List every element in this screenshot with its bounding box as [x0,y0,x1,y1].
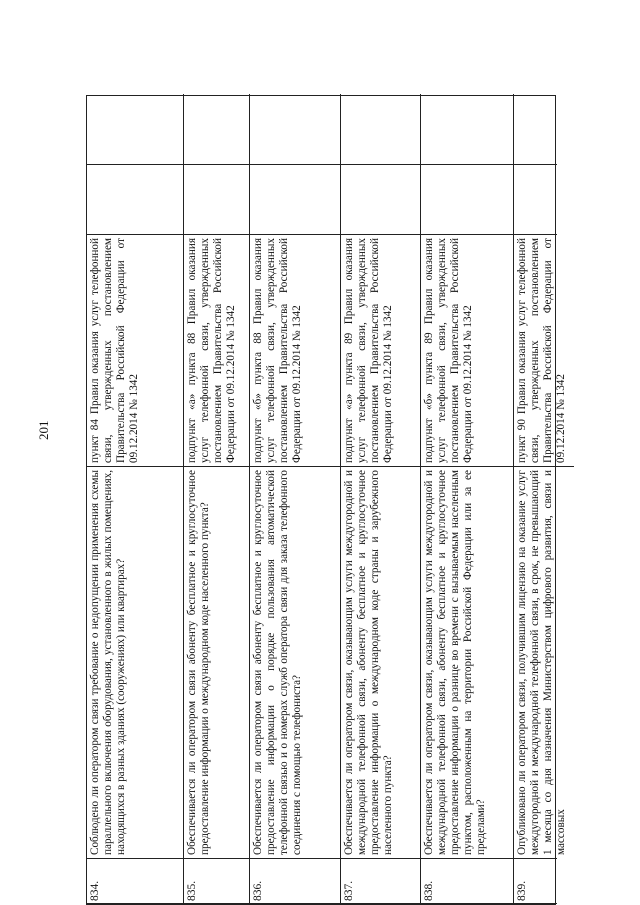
legal-reference: подпункт «б» пункта 88 Правил оказания услуг телефонной связи, утвержденных постановлением Правительства Российской Федерации от 09.12.2014 № 1342 [250,234,341,466]
table-row [184,94,250,904]
requirement-question: Обеспечивается ли оператором связи, оказывающим услуги междугородной и международной телефонной связи, абоненту бесплатное и круглосуточное предоставление информации о разнице во времени с вызываемым населенным пунктом, расположенным на территории Российской Федерации или за ее пределами? [421,466,514,858]
row-number: 835. [184,858,250,904]
table-row [87,94,184,904]
row-number: 838. [421,858,514,904]
table-row [341,94,421,904]
row-number: 839. [514,858,557,904]
requirement-question: Обеспечивается ли оператором связи абоненту бесплатное и круглосуточное предоставление информации о международном коде населенного пункта? [184,466,250,858]
table-row [250,94,341,904]
row-number: 837. [341,858,421,904]
page-number: 201 [36,420,51,440]
requirement-question: Обеспечивается ли оператором связи, оказывающим услуги междугородной и международной телефонной связи, абоненту бесплатное и круглосуточное предоставление информации о международном коде страны и зарубежного населенного пункта? [341,466,421,858]
requirement-question: Соблюдено ли оператором связи требование о недопущении применения схемы параллельного включения оборудования, установленного в жилых помещениях, находящихся в разных зданиях (сооружениях) или квартирах? [87,466,184,858]
requirement-question: Обеспечивается ли оператором связи абоненту бесплатное и круглосуточное предоставление информации о порядке пользования автоматической телефонной связью и о номерах служб оператора связи для заказа телефонного соединения с помощью телефониста? [250,466,341,858]
legal-reference: подпункт «а» пункта 88 Правил оказания услуг телефонной связи, утвержденных постановлением Правительства Российской Федерации от 09.12.2014 № 1342 [184,234,250,466]
empty-cell [87,164,184,234]
empty-cell [341,164,421,234]
table-row [514,94,567,904]
empty-cell [184,164,250,234]
requirement-question: Опубликовано ли оператором связи, получившим лицензию на оказание услуг междугородной и международной телефонной связи, в срок, не превышающий 1 месяца со дня назначения Министерством цифрового развития, связи и массовых [514,466,574,858]
empty-cell [250,164,341,234]
legal-reference: подпункт «а» пункта 89 Правил оказания услуг телефонной связи, утвержденных постановлением Правительства Российской Федерации от 09.12.2014 № 1342 [341,234,421,466]
rotated-page-content [86,0,566,905]
row-number: 834. [87,858,184,904]
legal-reference: подпункт «б» пункта 89 Правил оказания услуг телефонной связи, утвержденных постановлением Правительства Российской Федерации от 09.12.2014 № 1342 [421,234,514,466]
legal-reference: пункт 90 Правил оказания услуг телефонной связи, утвержденных постановлением Правительства Российской Федерации от 09.12.2014 № 1342 [514,234,557,466]
requirements-table [86,95,567,905]
legal-reference: пункт 84 Правил оказания услуг телефонной связи, утвержденных постановлением Правительства Российской Федерации от 09.12.2014 № 1342 [87,234,184,466]
table-row [421,94,514,904]
empty-cell [514,164,557,234]
row-number: 836. [250,858,341,904]
empty-cell [421,164,514,234]
